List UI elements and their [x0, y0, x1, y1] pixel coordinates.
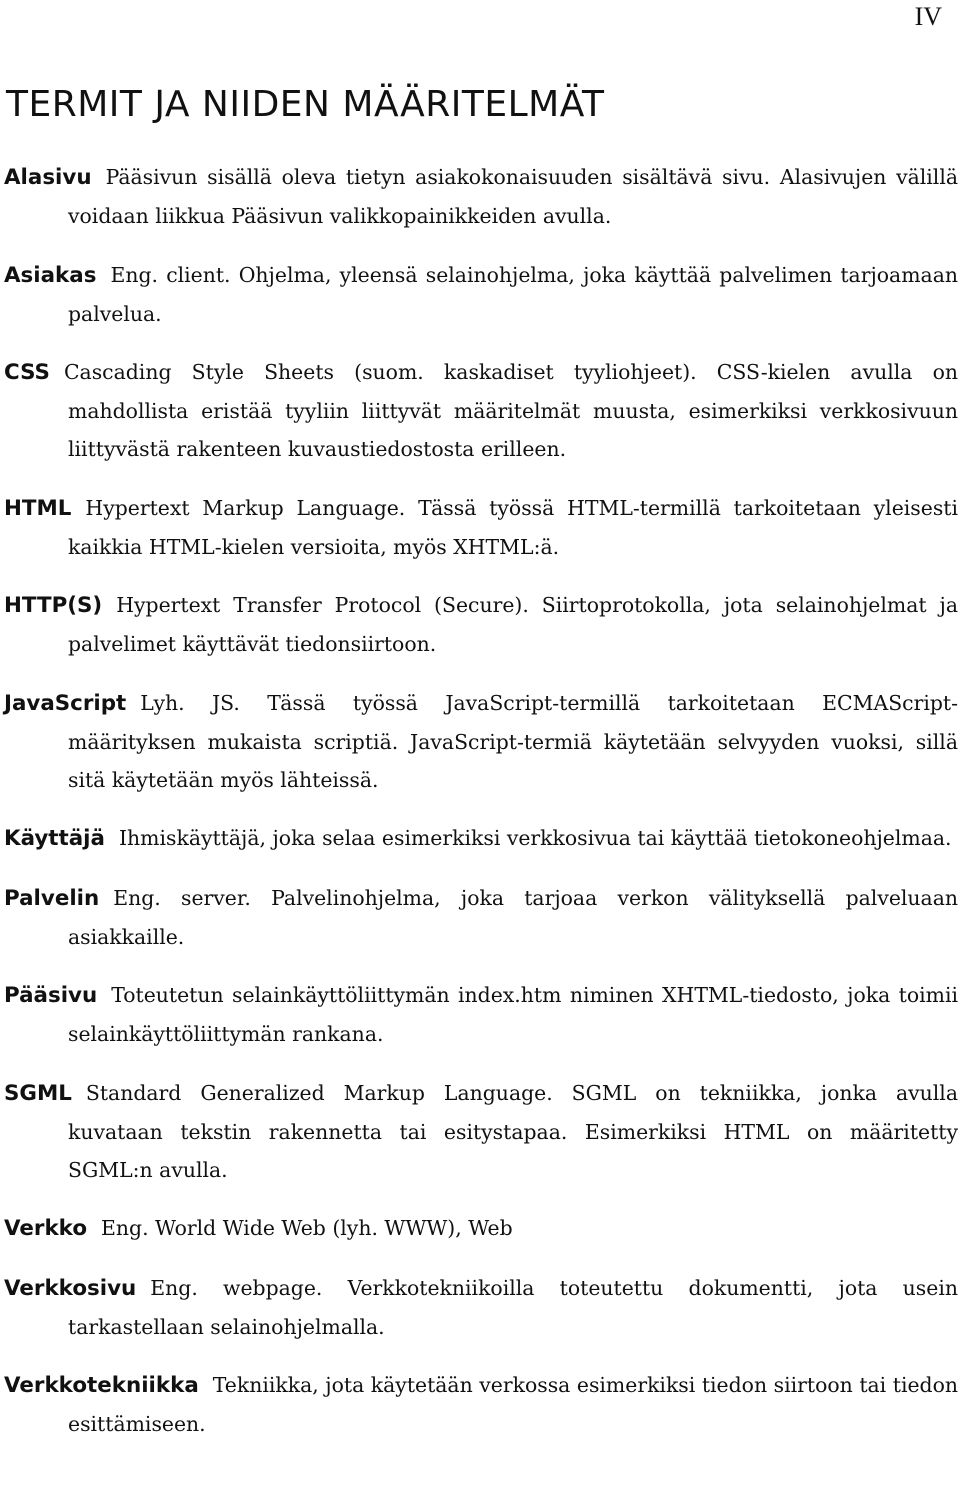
glossary-term: HTTP(S) [4, 593, 103, 618]
glossary-entry-asiakas [4, 256, 958, 333]
glossary-entry-css [4, 353, 958, 468]
glossary-entry-javascript [4, 684, 958, 799]
glossary-entry-verkkosivu [4, 1269, 958, 1346]
glossary-term: Pääsivu [4, 983, 98, 1008]
page-title: TERMIT JA NIIDEN MÄÄRITELMÄT [6, 84, 605, 125]
glossary-term: Verkko [4, 1216, 88, 1241]
glossary-entry-https [4, 586, 958, 663]
glossary-definition: Tekniikka, jota käytetään verkossa esimerkiksi tiedon siirtoon tai tiedon esittämiseen. [68, 1373, 958, 1436]
glossary-term: SGML [4, 1080, 72, 1106]
glossary-entry-sgml [4, 1074, 958, 1189]
glossary-definition: Eng. server. Palvelinohjelma, joka tarjoaa verkon välityksellä palveluaan asiakkaille. [68, 885, 958, 949]
glossary-definition: Hypertext Transfer Protocol (Secure). Siirtoprotokolla, jota selainohjelmat ja palvelimet käyttävät tiedonsiirtoon. [68, 593, 958, 656]
glossary-term: Käyttäjä [4, 826, 105, 851]
glossary-entry-kayttaja [4, 819, 958, 858]
glossary-definition: Eng. client. Ohjelma, yleensä selainohjelma, joka käyttää palvelimen tarjoamaan palvelua. [68, 262, 958, 326]
glossary-term: CSS [4, 360, 50, 385]
glossary-definition: Pääsivun sisällä oleva tietyn asiakokonaisuuden sisältävä sivu. Alasivujen välillä voidaan liikkua Pääsivun valikkopainikkeiden avulla. [68, 165, 958, 228]
glossary-term: HTML [4, 495, 72, 521]
glossary-term: Verkkosivu [4, 1275, 137, 1301]
glossary-definition: Eng. webpage. Verkkotekniikoilla toteutettu dokumentti, jota usein tarkastellaan selainohjelmalla. [68, 1275, 958, 1339]
glossary-definition: Eng. World Wide Web (lyh. WWW), Web [101, 1216, 513, 1240]
glossary-definition: Toteutetun selainkäyttöliittymän index.htm niminen XHTML-tiedosto, joka toimii selainkäyttöliittymän rankana. [68, 983, 958, 1046]
glossary-term: Asiakas [4, 262, 97, 288]
glossary-definition: Ihmiskäyttäjä, joka selaa esimerkiksi verkkosivua tai käyttää tietokoneohjelmaa. [118, 826, 952, 850]
glossary-entry-paasivu [4, 976, 958, 1053]
glossary-entry-verkkotekniikka [4, 1366, 958, 1443]
glossary-term: JavaScript [4, 690, 127, 716]
glossary-definition: Cascading Style Sheets (suom. kaskadiset tyyliohjeet). CSS-kielen avulla on mahdollista eristää tyyliin liittyvät määritelmät muusta, esimerkiksi verkkosivuun liittyvästä rakenteen kuvaustiedostosta erilleen. [63, 360, 958, 461]
glossary-definition: Lyh. JS. Tässä työssä JavaScript-termillä tarkoitetaan ECMAScript-määrityksen mukaista scriptiä. JavaScript-termiä käytetään selvyyden vuoksi, sillä sitä käytetään myös lähteissä. [68, 690, 958, 792]
glossary-list [4, 158, 958, 1464]
glossary-entry-palvelin [4, 879, 958, 956]
glossary-term: Palvelin [4, 885, 100, 911]
glossary-definition: Standard Generalized Markup Language. SGML on tekniikka, jonka avulla kuvataan tekstin rakennetta tai esitystapaa. Esimerkiksi HTML on määritetty SGML:n avulla. [68, 1080, 958, 1182]
glossary-definition: Hypertext Markup Language. Tässä työssä HTML-termillä tarkoitetaan yleisesti kaikkia HTML-kielen versioita, myös XHTML:ä. [68, 495, 958, 559]
glossary-entry-verkko [4, 1209, 958, 1248]
page-number: IV [914, 2, 942, 31]
glossary-term: Verkkotekniikka [4, 1373, 199, 1398]
glossary-entry-alasivu [4, 158, 958, 235]
glossary-term: Alasivu [4, 165, 92, 190]
glossary-entry-html [4, 489, 958, 566]
